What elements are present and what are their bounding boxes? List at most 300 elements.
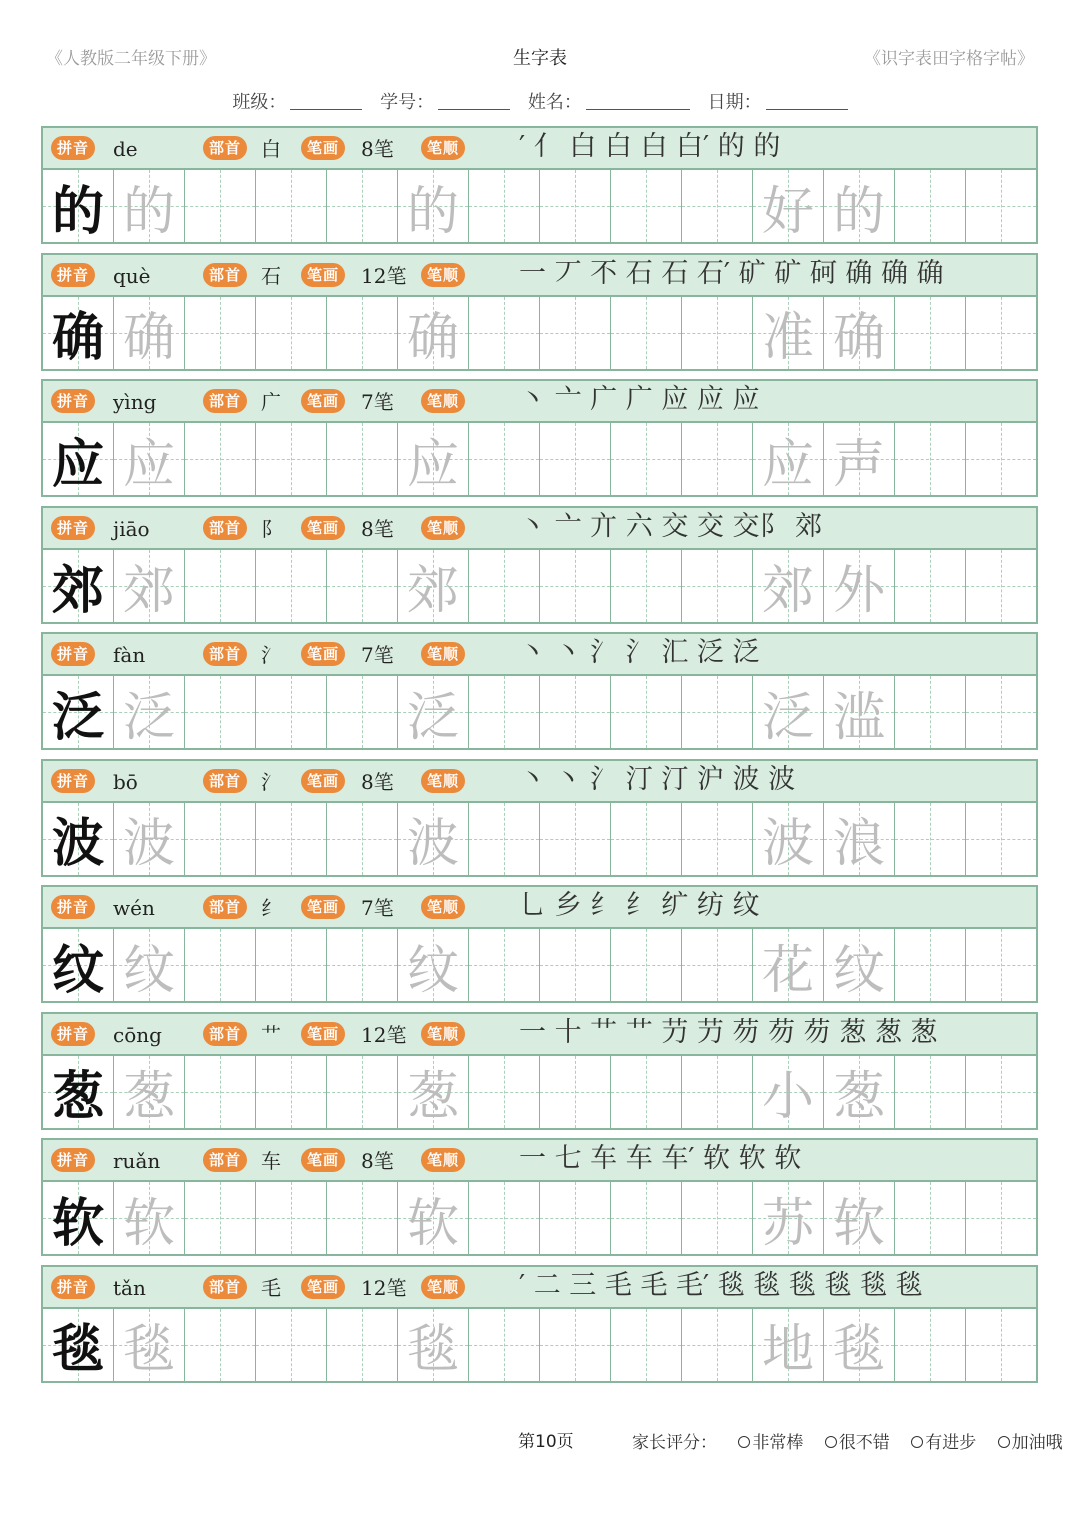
writing-cell[interactable] bbox=[185, 803, 256, 875]
tianzi-grid bbox=[43, 676, 1036, 748]
radio-circle-icon[interactable] bbox=[825, 1436, 837, 1448]
pinyin-value: què bbox=[113, 263, 151, 288]
pinyin-tag: 拼音 bbox=[51, 1148, 95, 1172]
writing-cell[interactable] bbox=[185, 1182, 256, 1254]
writing-cell[interactable] bbox=[469, 297, 540, 369]
writing-cell bbox=[43, 803, 114, 875]
writing-cell bbox=[398, 803, 469, 875]
writing-cell[interactable] bbox=[682, 423, 753, 495]
date-blank[interactable] bbox=[766, 94, 848, 110]
writing-cell bbox=[43, 170, 114, 242]
stroke-count-tag: 笔画 bbox=[301, 895, 345, 919]
trace-character: 毯 bbox=[406, 1320, 459, 1380]
pinyin-tag: 拼音 bbox=[51, 769, 95, 793]
tianzi-grid bbox=[43, 929, 1036, 1001]
writing-cell[interactable] bbox=[540, 1056, 611, 1128]
character-practice-table bbox=[41, 126, 1038, 1391]
stroke-order-sequence: 丶 亠 广 广 应 应 应 bbox=[519, 384, 760, 415]
practice-row bbox=[41, 1265, 1038, 1383]
row-header bbox=[43, 761, 1036, 803]
writing-cell[interactable] bbox=[895, 170, 966, 242]
writing-cell[interactable] bbox=[966, 929, 1036, 1001]
pinyin-tag: 拼音 bbox=[51, 136, 95, 160]
model-character: 毯 bbox=[51, 1319, 104, 1380]
writing-cell[interactable] bbox=[682, 676, 753, 748]
writing-cell[interactable] bbox=[185, 170, 256, 242]
writing-cell[interactable] bbox=[327, 1309, 398, 1381]
rating-option-good[interactable]: 很不错 bbox=[825, 1433, 890, 1453]
writing-cell bbox=[43, 297, 114, 369]
tianzi-grid bbox=[43, 1182, 1036, 1254]
pinyin-tag: 拼音 bbox=[51, 642, 95, 666]
writing-cell bbox=[824, 297, 895, 369]
writing-cell[interactable] bbox=[256, 170, 327, 242]
writing-cell[interactable] bbox=[895, 1182, 966, 1254]
trace-character: 的 bbox=[406, 181, 459, 242]
trace-character: 外 bbox=[832, 561, 885, 621]
writing-cell[interactable] bbox=[256, 1182, 327, 1254]
trace-character: 郊 bbox=[122, 561, 175, 621]
trace-character: 波 bbox=[122, 814, 175, 874]
writing-cell[interactable] bbox=[256, 297, 327, 369]
writing-cell[interactable] bbox=[540, 550, 611, 622]
pinyin-value: yìng bbox=[113, 390, 157, 414]
practice-row bbox=[41, 759, 1038, 877]
writing-cell bbox=[824, 1182, 895, 1254]
pinyin-tag: 拼音 bbox=[51, 389, 95, 413]
trace-character: 确 bbox=[832, 308, 885, 368]
trace-character: 确 bbox=[122, 308, 175, 368]
radio-circle-icon[interactable] bbox=[998, 1436, 1010, 1448]
pinyin-value: cōng bbox=[113, 1022, 162, 1047]
writing-cell bbox=[753, 676, 824, 748]
writing-cell bbox=[398, 1056, 469, 1128]
stroke-order-sequence: ′ 亻 白 白 白 白′ 的 的 bbox=[519, 131, 781, 162]
trace-character: 准 bbox=[761, 308, 814, 368]
row-header bbox=[43, 508, 1036, 550]
writing-cell bbox=[114, 297, 185, 369]
writing-cell[interactable] bbox=[185, 550, 256, 622]
writing-cell[interactable] bbox=[185, 297, 256, 369]
writing-cell bbox=[824, 929, 895, 1001]
writing-cell[interactable] bbox=[682, 803, 753, 875]
trace-character: 应 bbox=[122, 434, 175, 495]
writing-cell[interactable] bbox=[682, 297, 753, 369]
stroke-order-tag: 笔顺 bbox=[421, 642, 465, 666]
student-info-line bbox=[0, 88, 1080, 114]
writing-cell[interactable] bbox=[682, 1182, 753, 1254]
stroke-order-tag: 笔顺 bbox=[421, 769, 465, 793]
writing-cell[interactable] bbox=[966, 550, 1036, 622]
practice-row bbox=[41, 506, 1038, 624]
radical-tag: 部首 bbox=[203, 769, 247, 793]
writing-cell[interactable] bbox=[256, 423, 327, 495]
writing-cell[interactable] bbox=[185, 1056, 256, 1128]
book-series-label: 《人教版二年级下册》 bbox=[46, 49, 216, 69]
writing-cell bbox=[114, 1309, 185, 1381]
stroke-order-tag: 笔顺 bbox=[421, 136, 465, 160]
writing-cell[interactable] bbox=[469, 170, 540, 242]
rating-option-excellent[interactable]: 非常棒 bbox=[738, 1433, 803, 1453]
writing-cell bbox=[43, 929, 114, 1001]
page-number: 第10页 bbox=[518, 1432, 574, 1452]
writing-cell bbox=[824, 423, 895, 495]
writing-cell[interactable] bbox=[611, 1309, 682, 1381]
stroke-order-sequence: ′ 二 三 毛 毛 毛′ 毯 毯 毯 毯 毯 毯 bbox=[519, 1269, 923, 1301]
writing-cell[interactable] bbox=[256, 1309, 327, 1381]
trace-character: 应 bbox=[761, 434, 814, 495]
writing-cell[interactable] bbox=[540, 423, 611, 495]
row-header bbox=[43, 128, 1036, 170]
writing-cell[interactable] bbox=[469, 929, 540, 1001]
writing-cell bbox=[398, 1182, 469, 1254]
pinyin-tag: 拼音 bbox=[51, 263, 95, 287]
radio-circle-icon[interactable] bbox=[911, 1436, 923, 1448]
number-field[interactable] bbox=[380, 88, 510, 114]
writing-cell bbox=[753, 1182, 824, 1254]
writing-cell bbox=[114, 1182, 185, 1254]
writing-cell bbox=[753, 1056, 824, 1128]
writing-cell[interactable] bbox=[966, 423, 1036, 495]
writing-cell[interactable] bbox=[895, 1309, 966, 1381]
writing-cell[interactable] bbox=[540, 297, 611, 369]
writing-cell[interactable] bbox=[966, 803, 1036, 875]
writing-cell[interactable] bbox=[469, 550, 540, 622]
writing-cell[interactable] bbox=[185, 423, 256, 495]
tianzi-grid bbox=[43, 297, 1036, 369]
stroke-order-tag: 笔顺 bbox=[421, 389, 465, 413]
trace-character: 波 bbox=[406, 814, 459, 874]
trace-character: 纹 bbox=[122, 940, 175, 1001]
tianzi-grid bbox=[43, 1056, 1036, 1128]
writing-cell bbox=[753, 803, 824, 875]
writing-cell[interactable] bbox=[895, 1056, 966, 1128]
writing-cell[interactable] bbox=[327, 170, 398, 242]
writing-cell[interactable] bbox=[469, 676, 540, 748]
model-character: 应 bbox=[51, 433, 104, 495]
writing-cell[interactable] bbox=[966, 170, 1036, 242]
radical-tag: 部首 bbox=[203, 642, 247, 666]
pinyin-tag: 拼音 bbox=[51, 516, 95, 540]
writing-cell[interactable] bbox=[611, 929, 682, 1001]
writing-cell bbox=[114, 423, 185, 495]
writing-cell bbox=[114, 803, 185, 875]
practice-row bbox=[41, 379, 1038, 497]
stroke-count-value: 8笔 bbox=[361, 769, 394, 794]
writing-cell bbox=[753, 1309, 824, 1381]
radical-value: 纟 bbox=[261, 896, 281, 920]
pinyin-value: wén bbox=[113, 896, 155, 920]
writing-cell[interactable] bbox=[327, 803, 398, 875]
stroke-order-tag: 笔顺 bbox=[421, 1022, 465, 1046]
name-blank[interactable] bbox=[586, 94, 690, 110]
stroke-count-value: 8笔 bbox=[361, 516, 394, 541]
radical-tag: 部首 bbox=[203, 136, 247, 160]
radical-tag: 部首 bbox=[203, 1148, 247, 1172]
stroke-count-tag: 笔画 bbox=[301, 1148, 345, 1172]
trace-character: 声 bbox=[832, 434, 885, 495]
stroke-order-tag: 笔顺 bbox=[421, 1275, 465, 1299]
writing-cell[interactable] bbox=[327, 929, 398, 1001]
stroke-count-tag: 笔画 bbox=[301, 642, 345, 666]
writing-cell bbox=[398, 550, 469, 622]
writing-cell[interactable] bbox=[469, 423, 540, 495]
writing-cell[interactable] bbox=[895, 929, 966, 1001]
pinyin-tag: 拼音 bbox=[51, 1022, 95, 1046]
trace-character: 泛 bbox=[122, 687, 175, 748]
radical-value: 氵 bbox=[261, 643, 281, 667]
writing-cell[interactable] bbox=[611, 1182, 682, 1254]
writing-cell bbox=[398, 170, 469, 242]
parent-rating bbox=[632, 1428, 1063, 1453]
writing-cell[interactable] bbox=[966, 1182, 1036, 1254]
workbook-label: 《识字表田字格字帖》 bbox=[864, 49, 1034, 69]
stroke-count-value: 12笔 bbox=[361, 263, 407, 288]
writing-cell[interactable] bbox=[469, 1182, 540, 1254]
writing-cell[interactable] bbox=[611, 170, 682, 242]
radical-value: 白 bbox=[261, 137, 281, 161]
practice-row bbox=[41, 1138, 1038, 1256]
writing-cell[interactable] bbox=[327, 423, 398, 495]
class-blank[interactable] bbox=[290, 94, 362, 110]
stroke-count-tag: 笔画 bbox=[301, 263, 345, 287]
writing-cell bbox=[398, 423, 469, 495]
model-character: 确 bbox=[51, 307, 104, 368]
writing-cell[interactable] bbox=[895, 297, 966, 369]
trace-character: 小 bbox=[761, 1067, 814, 1127]
writing-cell[interactable] bbox=[895, 803, 966, 875]
writing-cell bbox=[43, 550, 114, 622]
writing-cell[interactable] bbox=[256, 550, 327, 622]
trace-character: 波 bbox=[761, 814, 814, 874]
trace-character: 葱 bbox=[832, 1067, 885, 1127]
writing-cell bbox=[114, 170, 185, 242]
writing-cell[interactable] bbox=[682, 550, 753, 622]
model-character: 郊 bbox=[51, 560, 104, 621]
writing-cell[interactable] bbox=[185, 929, 256, 1001]
radical-value: 广 bbox=[261, 390, 281, 414]
rating-label: 家长评分： bbox=[632, 1433, 717, 1453]
writing-cell[interactable] bbox=[682, 929, 753, 1001]
trace-character: 软 bbox=[122, 1193, 175, 1254]
writing-cell[interactable] bbox=[327, 1182, 398, 1254]
stroke-count-tag: 笔画 bbox=[301, 769, 345, 793]
stroke-order-sequence: 一 七 车 车 车′ 软 软 软 bbox=[519, 1143, 802, 1174]
number-blank[interactable] bbox=[438, 94, 510, 110]
writing-cell[interactable] bbox=[682, 1309, 753, 1381]
name-label: 姓名： bbox=[527, 92, 582, 113]
stroke-order-tag: 笔顺 bbox=[421, 895, 465, 919]
pinyin-value: jiāo bbox=[113, 516, 150, 541]
pinyin-value: de bbox=[113, 137, 138, 161]
writing-cell bbox=[43, 1182, 114, 1254]
writing-cell bbox=[43, 1309, 114, 1381]
trace-character: 软 bbox=[832, 1193, 885, 1254]
writing-cell[interactable] bbox=[611, 1056, 682, 1128]
trace-character: 苏 bbox=[761, 1193, 814, 1254]
rating-option-progress[interactable]: 有进步 bbox=[911, 1433, 976, 1453]
writing-cell bbox=[43, 1056, 114, 1128]
row-header bbox=[43, 1140, 1036, 1182]
practice-row bbox=[41, 126, 1038, 244]
writing-cell[interactable] bbox=[682, 1056, 753, 1128]
page-title: 生字表 bbox=[513, 48, 567, 69]
radical-tag: 部首 bbox=[203, 1275, 247, 1299]
stroke-order-sequence: 丶 丶 氵 汀 汀 沪 波 波 bbox=[519, 763, 796, 795]
writing-cell bbox=[753, 170, 824, 242]
writing-cell bbox=[398, 297, 469, 369]
stroke-order-sequence: 丶 亠 亣 六 交 交 交阝 郊 bbox=[519, 510, 823, 542]
writing-cell bbox=[43, 676, 114, 748]
writing-cell bbox=[398, 929, 469, 1001]
pinyin-value: bō bbox=[113, 769, 138, 794]
radical-tag: 部首 bbox=[203, 263, 247, 287]
class-field[interactable] bbox=[232, 88, 362, 114]
model-character: 纹 bbox=[51, 939, 104, 1001]
tianzi-grid bbox=[43, 1309, 1036, 1381]
practice-row bbox=[41, 885, 1038, 1003]
radical-value: 艹 bbox=[261, 1022, 281, 1047]
writing-cell bbox=[753, 929, 824, 1001]
writing-cell[interactable] bbox=[540, 676, 611, 748]
writing-cell[interactable] bbox=[540, 929, 611, 1001]
stroke-count-tag: 笔画 bbox=[301, 1022, 345, 1046]
trace-character: 应 bbox=[406, 434, 459, 495]
stroke-order-sequence: 乚 乡 纟 纟 纩 纺 纹 bbox=[519, 890, 760, 921]
writing-cell[interactable] bbox=[327, 550, 398, 622]
pinyin-tag: 拼音 bbox=[51, 1275, 95, 1299]
writing-cell[interactable] bbox=[256, 676, 327, 748]
writing-cell[interactable] bbox=[327, 297, 398, 369]
writing-cell[interactable] bbox=[540, 1309, 611, 1381]
stroke-count-value: 7笔 bbox=[361, 390, 394, 414]
class-label: 班级： bbox=[232, 92, 287, 113]
writing-cell[interactable] bbox=[895, 550, 966, 622]
radio-circle-icon[interactable] bbox=[738, 1436, 750, 1448]
model-character: 波 bbox=[51, 813, 104, 874]
stroke-count-value: 7笔 bbox=[361, 643, 394, 667]
writing-cell[interactable] bbox=[540, 170, 611, 242]
stroke-count-value: 8笔 bbox=[361, 137, 394, 161]
writing-cell bbox=[114, 1056, 185, 1128]
pinyin-tag: 拼音 bbox=[51, 895, 95, 919]
trace-character: 泛 bbox=[406, 687, 459, 748]
stroke-count-value: 7笔 bbox=[361, 896, 394, 920]
writing-cell[interactable] bbox=[611, 676, 682, 748]
stroke-count-tag: 笔画 bbox=[301, 389, 345, 413]
radical-tag: 部首 bbox=[203, 389, 247, 413]
writing-cell[interactable] bbox=[966, 676, 1036, 748]
trace-character: 浪 bbox=[832, 814, 885, 874]
trace-character: 葱 bbox=[406, 1067, 459, 1127]
writing-cell bbox=[114, 550, 185, 622]
writing-cell[interactable] bbox=[469, 803, 540, 875]
stroke-order-tag: 笔顺 bbox=[421, 1148, 465, 1172]
writing-cell[interactable] bbox=[256, 929, 327, 1001]
rating-option-keep-going[interactable]: 加油哦 bbox=[998, 1433, 1063, 1453]
trace-character: 毯 bbox=[832, 1320, 885, 1380]
writing-cell[interactable] bbox=[611, 297, 682, 369]
writing-cell bbox=[398, 1309, 469, 1381]
row-header bbox=[43, 887, 1036, 929]
writing-cell bbox=[824, 1309, 895, 1381]
radical-tag: 部首 bbox=[203, 1022, 247, 1046]
writing-cell bbox=[398, 676, 469, 748]
practice-row bbox=[41, 632, 1038, 750]
writing-cell[interactable] bbox=[540, 803, 611, 875]
writing-cell[interactable] bbox=[966, 297, 1036, 369]
tianzi-grid bbox=[43, 423, 1036, 495]
writing-cell bbox=[753, 550, 824, 622]
writing-cell[interactable] bbox=[611, 550, 682, 622]
writing-cell[interactable] bbox=[469, 1309, 540, 1381]
writing-cell[interactable] bbox=[895, 423, 966, 495]
writing-cell[interactable] bbox=[327, 1056, 398, 1128]
date-field[interactable] bbox=[708, 88, 848, 114]
writing-cell bbox=[824, 676, 895, 748]
writing-cell[interactable] bbox=[682, 170, 753, 242]
writing-cell[interactable] bbox=[966, 1309, 1036, 1381]
radical-value: 车 bbox=[261, 1149, 281, 1173]
writing-cell[interactable] bbox=[540, 1182, 611, 1254]
trace-character: 纹 bbox=[406, 940, 459, 1001]
writing-cell bbox=[753, 423, 824, 495]
writing-cell[interactable] bbox=[256, 1056, 327, 1128]
writing-cell[interactable] bbox=[185, 676, 256, 748]
row-header bbox=[43, 634, 1036, 676]
trace-character: 好 bbox=[761, 181, 814, 242]
trace-character: 的 bbox=[122, 181, 175, 242]
row-header bbox=[43, 255, 1036, 297]
writing-cell[interactable] bbox=[966, 1056, 1036, 1128]
writing-cell bbox=[43, 423, 114, 495]
pinyin-value: ruǎn bbox=[113, 1149, 161, 1173]
writing-cell[interactable] bbox=[256, 803, 327, 875]
model-character: 软 bbox=[51, 1192, 104, 1254]
trace-character: 花 bbox=[761, 940, 814, 1001]
writing-cell[interactable] bbox=[895, 676, 966, 748]
writing-cell[interactable] bbox=[185, 1309, 256, 1381]
writing-cell[interactable] bbox=[611, 423, 682, 495]
row-header bbox=[43, 1014, 1036, 1056]
stroke-count-tag: 笔画 bbox=[301, 136, 345, 160]
pinyin-value: tǎn bbox=[113, 1275, 146, 1300]
trace-character: 郊 bbox=[406, 561, 459, 621]
writing-cell bbox=[824, 550, 895, 622]
number-label: 学号： bbox=[380, 92, 435, 113]
trace-character: 郊 bbox=[761, 561, 814, 621]
trace-character: 葱 bbox=[122, 1067, 175, 1127]
name-field[interactable] bbox=[528, 88, 690, 114]
model-character: 泛 bbox=[51, 686, 104, 748]
stroke-order-sequence: 一 丆 不 石 石 石′ 矿 矿 砢 确 确 确 bbox=[519, 257, 944, 289]
radical-tag: 部首 bbox=[203, 895, 247, 919]
tianzi-grid bbox=[43, 803, 1036, 875]
writing-cell[interactable] bbox=[469, 1056, 540, 1128]
radical-value: 阝 bbox=[261, 516, 281, 541]
model-character: 的 bbox=[51, 180, 104, 242]
stroke-count-value: 12笔 bbox=[361, 1275, 407, 1300]
writing-cell bbox=[824, 170, 895, 242]
writing-cell bbox=[114, 676, 185, 748]
practice-row bbox=[41, 253, 1038, 371]
writing-cell[interactable] bbox=[611, 803, 682, 875]
tianzi-grid bbox=[43, 170, 1036, 242]
practice-row bbox=[41, 1012, 1038, 1130]
stroke-count-value: 8笔 bbox=[361, 1149, 394, 1173]
writing-cell bbox=[824, 803, 895, 875]
writing-cell[interactable] bbox=[327, 676, 398, 748]
